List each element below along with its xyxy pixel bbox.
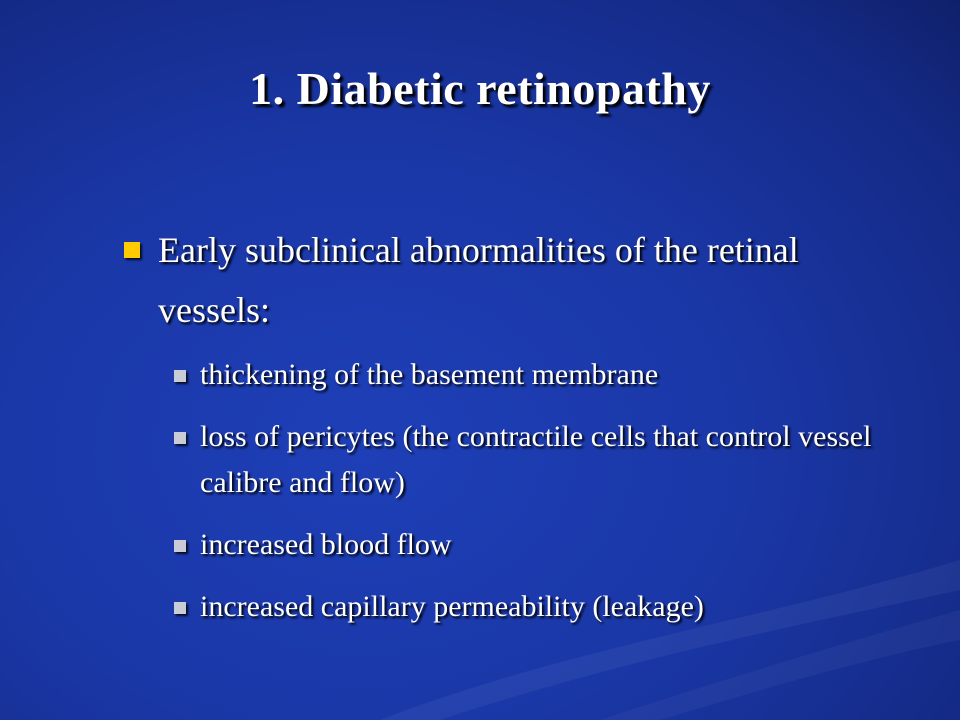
slide-content [118,220,918,630]
square-bullet-icon [174,540,186,552]
slide-title: 1. Diabetic retinopathy [249,63,711,114]
sub-bullet-text: increased capillary permeability (leakage) [200,590,704,623]
sub-bullet [160,414,918,506]
sub-bullet [160,522,918,568]
bullet-level1 [118,220,918,340]
square-bullet-icon [174,602,186,614]
bullet-text: Early subclinical abnormalities of the retinal vessels: [158,230,799,330]
sub-bullet-text: increased blood flow [200,528,452,561]
square-bullet-icon [174,370,186,382]
sub-bullet [160,352,918,398]
square-bullet-icon [174,432,186,444]
sub-bullet [160,584,918,630]
square-bullet-icon [124,242,140,258]
sub-bullet-text: loss of pericytes (the contractile cells that control vessel calibre and flow) [200,420,872,499]
sub-bullet-text: thickening of the basement membrane [200,358,659,391]
